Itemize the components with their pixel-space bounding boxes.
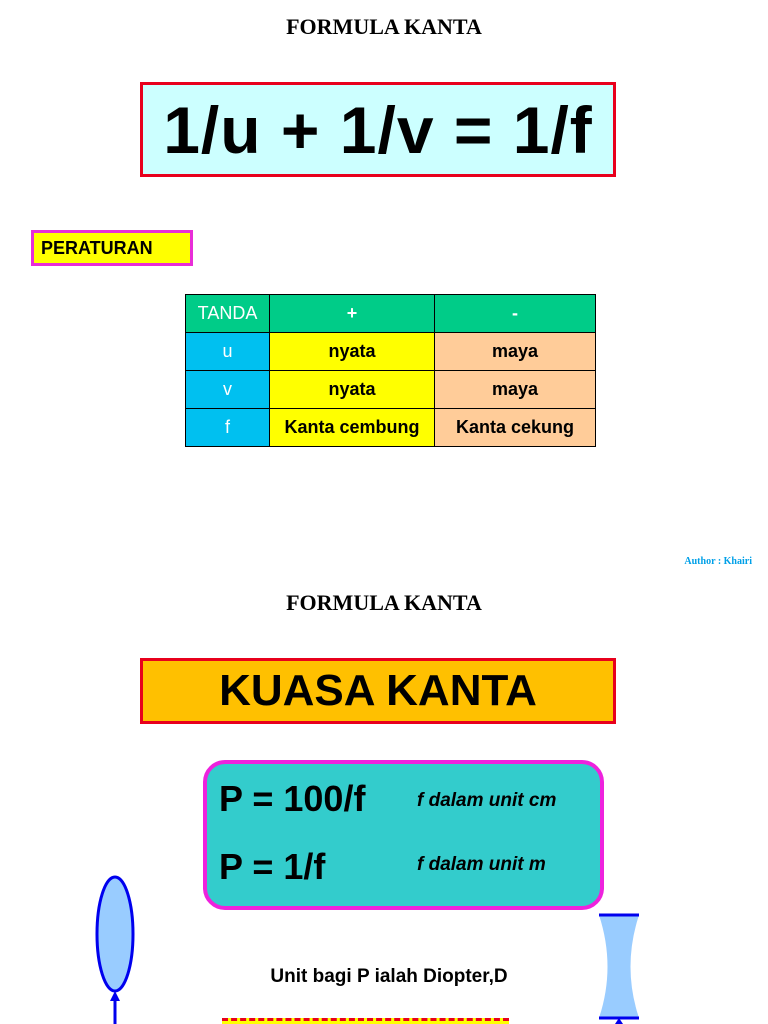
rules-label: PERATURAN: [31, 230, 193, 266]
unit-description: Unit bagi P ialah Diopter,D: [270, 966, 508, 987]
table-header-cell: -: [435, 295, 596, 333]
author-credit: Author : Khairi: [684, 556, 752, 567]
power-formula: P = 100/f: [219, 778, 366, 819]
lens-power-title: KUASA KANTA: [140, 658, 616, 724]
power-formula-note: f dalam unit cm: [417, 790, 557, 811]
page-title: FORMULA KANTA: [286, 14, 482, 39]
power-formula-box: [203, 760, 604, 910]
page-title: FORMULA KANTA: [286, 590, 482, 615]
table-header-cell: TANDA: [186, 295, 270, 333]
table-cell: Kanta cekung: [435, 409, 596, 447]
convex-lens-icon: [90, 870, 142, 1024]
table-row: [186, 371, 596, 409]
table-header-row: [186, 295, 596, 333]
table-row: [186, 333, 596, 371]
table-cell: maya: [435, 333, 596, 371]
table-cell: nyata: [270, 371, 435, 409]
table-row: [186, 409, 596, 447]
table-cell: nyata: [270, 333, 435, 371]
table-row-head: v: [186, 371, 270, 409]
power-formula: P = 1/f: [219, 846, 326, 887]
table-cell: maya: [435, 371, 596, 409]
table-cell: Kanta cembung: [270, 409, 435, 447]
table-header-cell: +: [270, 295, 435, 333]
table-row-head: u: [186, 333, 270, 371]
dashed-highlight-box: [222, 1018, 509, 1024]
sign-convention-table: [185, 294, 596, 447]
power-formula-note: f dalam unit m: [417, 854, 546, 875]
table-row-head: f: [186, 409, 270, 447]
lens-formula: 1/u + 1/v = 1/f: [140, 82, 616, 177]
